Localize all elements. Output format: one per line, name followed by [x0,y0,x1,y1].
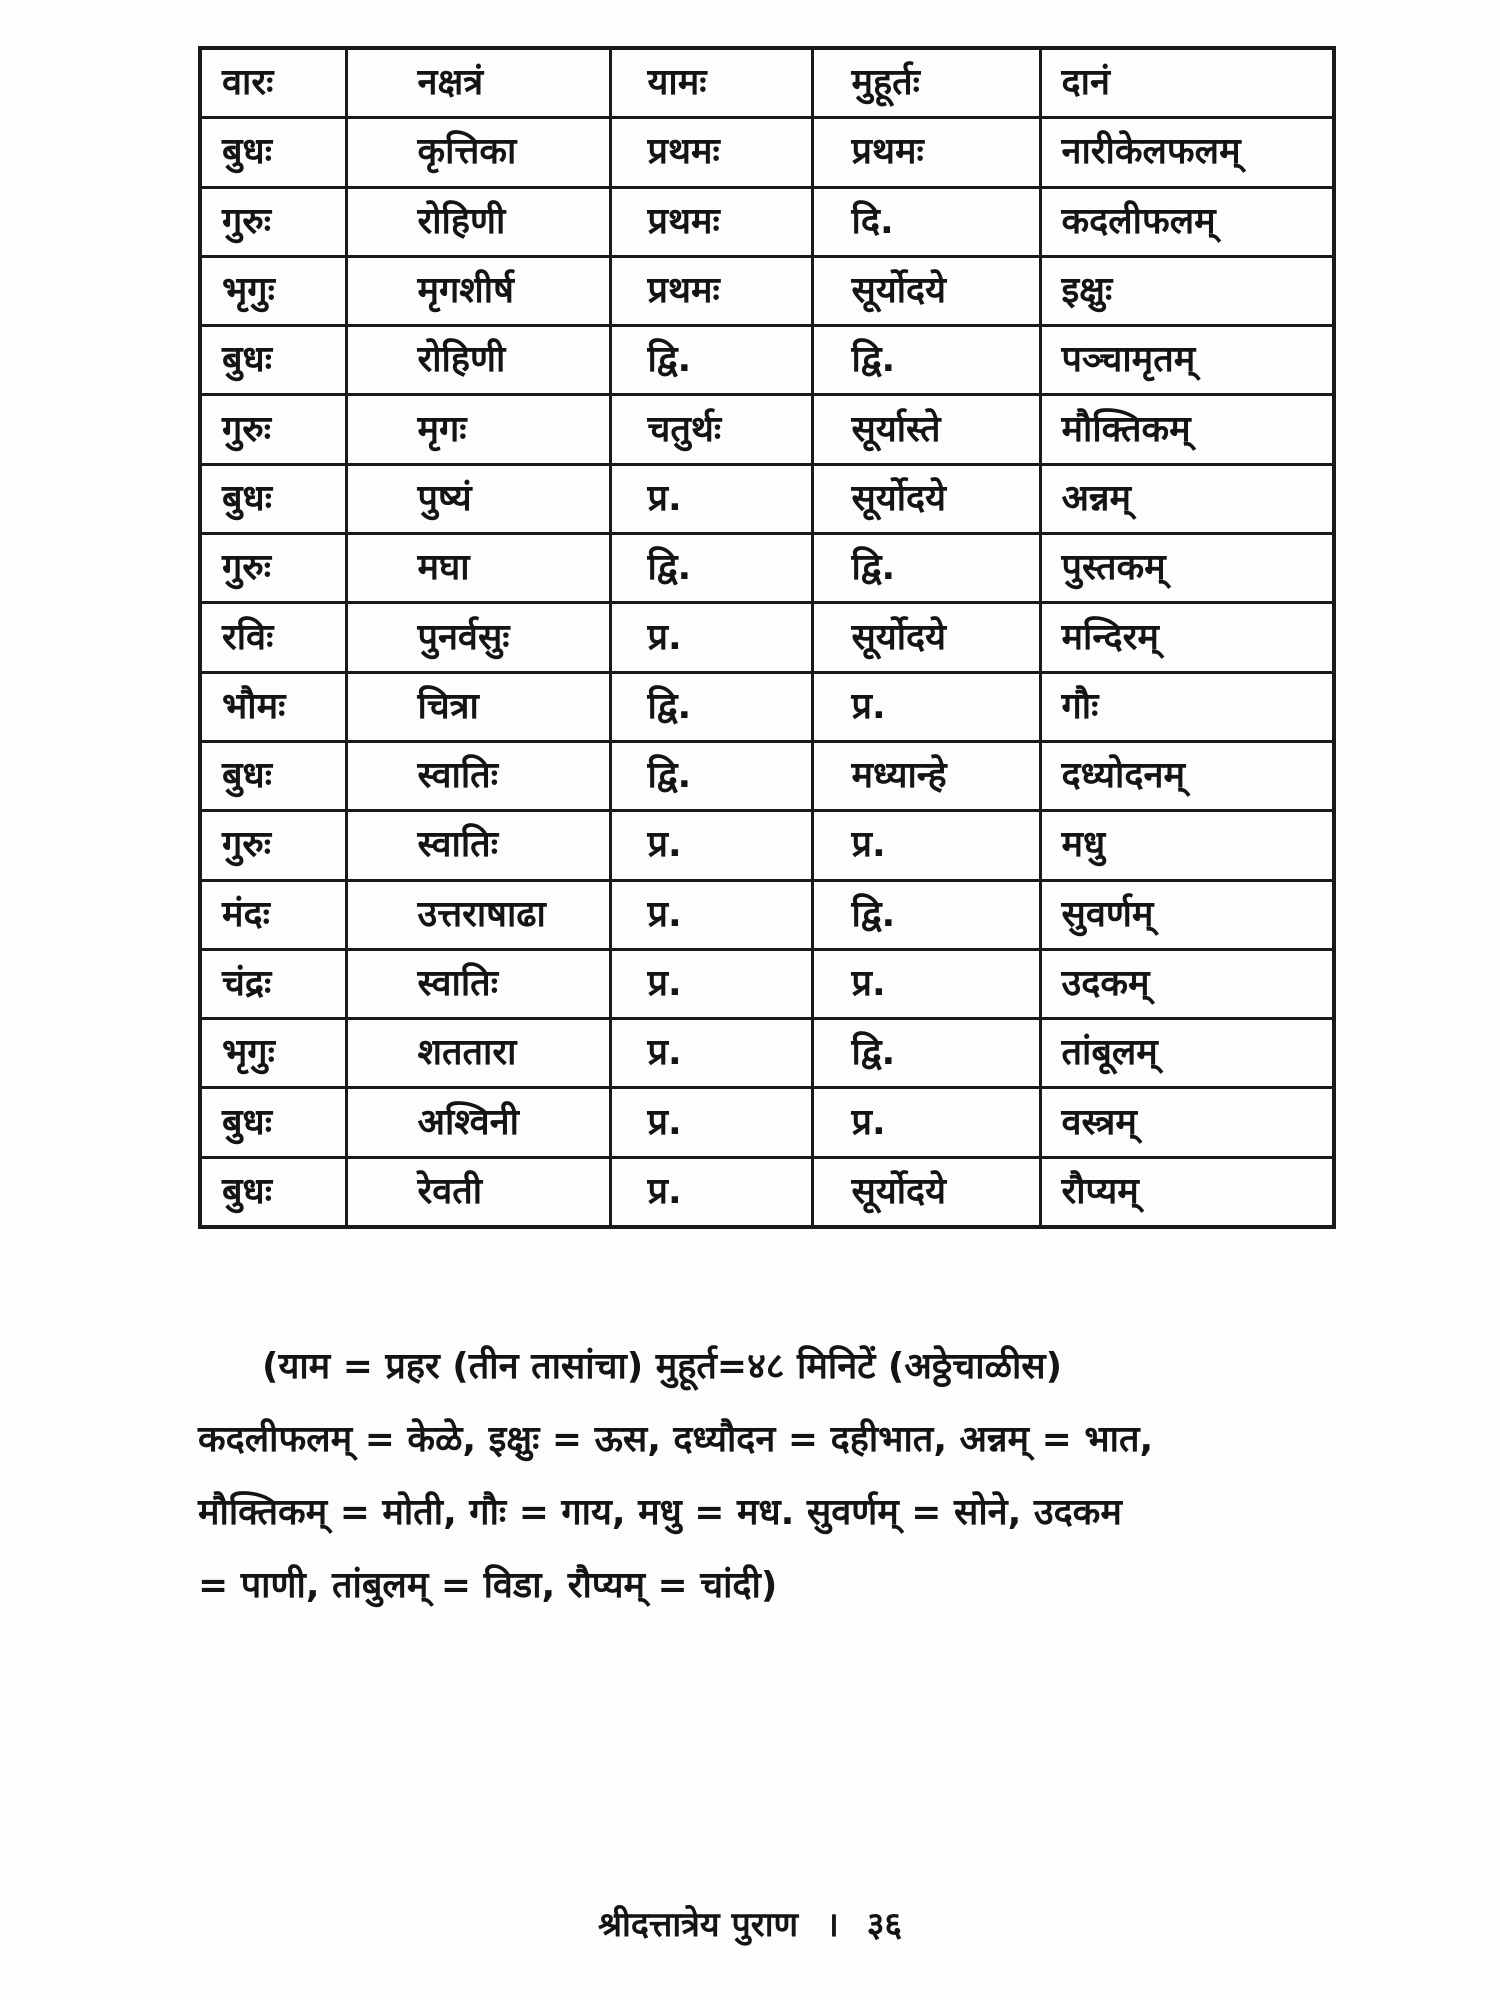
cell-daan: सुवर्णम् [1040,880,1334,949]
header-yaam: यामः [610,48,812,118]
cell-yaam: प्र. [610,880,812,949]
cell-yaam: प्रथमः [610,256,812,325]
cell-muhurta: द्वि. [812,880,1040,949]
cell-daan: वस्त्रम् [1040,1088,1334,1157]
cell-nakshatra: उत्तराषाढा [346,880,610,949]
table-row [200,811,1334,880]
cell-vaar: गुरुः [200,395,346,464]
cell-yaam: द्वि. [610,672,812,741]
cell-muhurta: सूर्यास्ते [812,395,1040,464]
table-row [200,118,1334,187]
cell-daan: इक्षुः [1040,256,1334,325]
table-row [200,949,1334,1018]
book-title: श्रीदत्तात्रेय पुराण [597,1905,799,1945]
cell-muhurta: द्वि. [812,1019,1040,1088]
table-row [200,1019,1334,1088]
table-row [200,326,1334,395]
cell-daan: नारीकेलफलम् [1040,118,1334,187]
cell-vaar: गुरुः [200,534,346,603]
cell-daan: दध्योदनम् [1040,741,1334,810]
table-row [200,256,1334,325]
note-line-3: मौक्तिकम् = मोती, गौः = गाय, मधु = मध. सुवर्णम् = सोने, उदकम [198,1492,1122,1533]
cell-daan: मौक्तिकम् [1040,395,1334,464]
cell-yaam: प्रथमः [610,187,812,256]
page-footer [0,1900,1500,1946]
cell-vaar: मंदः [200,880,346,949]
cell-nakshatra: मृगः [346,395,610,464]
cell-muhurta: प्र. [812,1088,1040,1157]
header-muhurta: मुहूर्तः [812,48,1040,118]
cell-yaam: प्र. [610,1019,812,1088]
cell-vaar: बुधः [200,464,346,533]
table-row [200,395,1334,464]
cell-nakshatra: पुष्यं [346,464,610,533]
cell-muhurta: सूर्योदये [812,464,1040,533]
cell-yaam: द्वि. [610,534,812,603]
cell-muhurta: दि. [812,187,1040,256]
cell-vaar: बुधः [200,326,346,395]
cell-muhurta: प्र. [812,949,1040,1018]
cell-nakshatra: स्वातिः [346,949,610,1018]
cell-nakshatra: चित्रा [346,672,610,741]
cell-vaar: गुरुः [200,811,346,880]
cell-daan: मन्दिरम् [1040,603,1334,672]
cell-muhurta: द्वि. [812,326,1040,395]
cell-muhurta: मध्यान्हे [812,741,1040,810]
footer-separator: । [825,1905,839,1945]
table-row [200,187,1334,256]
cell-nakshatra: शततारा [346,1019,610,1088]
cell-vaar: बुधः [200,1157,346,1227]
table-row [200,1157,1334,1227]
cell-yaam: प्र. [610,603,812,672]
table-row [200,603,1334,672]
cell-nakshatra: रेवती [346,1157,610,1227]
header-vaar: वारः [200,48,346,118]
table-row [200,672,1334,741]
cell-vaar: बुधः [200,741,346,810]
cell-nakshatra: कृत्तिका [346,118,610,187]
table-header-row [200,48,1334,118]
note-line-2: कदलीफलम् = केळे, इक्षुः = ऊस, दध्यौदन = दहीभात, अन्नम् = भात, [198,1419,1154,1460]
dana-table-body [200,48,1334,1227]
cell-vaar: बुधः [200,118,346,187]
note-line-1: (याम = प्रहर (तीन तासांचा) मुहूर्त=४८ मिनिटें (अठ्ठेचाळीस) [262,1346,1063,1387]
cell-daan: अन्नम् [1040,464,1334,533]
cell-yaam: प्र. [610,811,812,880]
cell-vaar: भृगुः [200,1019,346,1088]
cell-vaar: गुरुः [200,187,346,256]
glossary-note [198,1330,1332,1622]
header-daan: दानं [1040,48,1334,118]
cell-nakshatra: स्वातिः [346,741,610,810]
cell-nakshatra: मृगशीर्ष [346,256,610,325]
cell-muhurta: प्र. [812,811,1040,880]
page-number: ३६ [866,1905,903,1945]
cell-daan: तांबूलम् [1040,1019,1334,1088]
cell-vaar: भौमः [200,672,346,741]
table-row [200,880,1334,949]
cell-daan: पञ्चामृतम् [1040,326,1334,395]
cell-muhurta: द्वि. [812,534,1040,603]
cell-muhurta: प्रथमः [812,118,1040,187]
cell-yaam: चतुर्थः [610,395,812,464]
cell-vaar: बुधः [200,1088,346,1157]
cell-yaam: द्वि. [610,741,812,810]
header-nakshatra: नक्षत्रं [346,48,610,118]
cell-daan: पुस्तकम् [1040,534,1334,603]
cell-nakshatra: स्वातिः [346,811,610,880]
note-line-4: = पाणी, तांबुलम् = विडा, रौप्यम् = चांदी) [198,1565,778,1606]
cell-vaar: चंद्रः [200,949,346,1018]
cell-vaar: भृगुः [200,256,346,325]
cell-vaar: रविः [200,603,346,672]
cell-nakshatra: रोहिणी [346,187,610,256]
table-row [200,534,1334,603]
cell-daan: उदकम् [1040,949,1334,1018]
cell-muhurta: प्र. [812,672,1040,741]
cell-daan: कदलीफलम् [1040,187,1334,256]
cell-nakshatra: रोहिणी [346,326,610,395]
cell-daan: मधु [1040,811,1334,880]
cell-yaam: प्र. [610,464,812,533]
cell-daan: रौप्यम् [1040,1157,1334,1227]
cell-nakshatra: अश्विनी [346,1088,610,1157]
cell-yaam: प्र. [610,1088,812,1157]
cell-muhurta: सूर्योदये [812,603,1040,672]
cell-yaam: द्वि. [610,326,812,395]
cell-yaam: प्र. [610,1157,812,1227]
table-row [200,741,1334,810]
cell-muhurta: सूर्योदये [812,256,1040,325]
cell-nakshatra: मघा [346,534,610,603]
table-row [200,464,1334,533]
cell-yaam: प्र. [610,949,812,1018]
cell-daan: गौः [1040,672,1334,741]
cell-nakshatra: पुनर्वसुः [346,603,610,672]
cell-muhurta: सूर्योदये [812,1157,1040,1227]
table-row [200,1088,1334,1157]
dana-table [198,46,1336,1229]
cell-yaam: प्रथमः [610,118,812,187]
